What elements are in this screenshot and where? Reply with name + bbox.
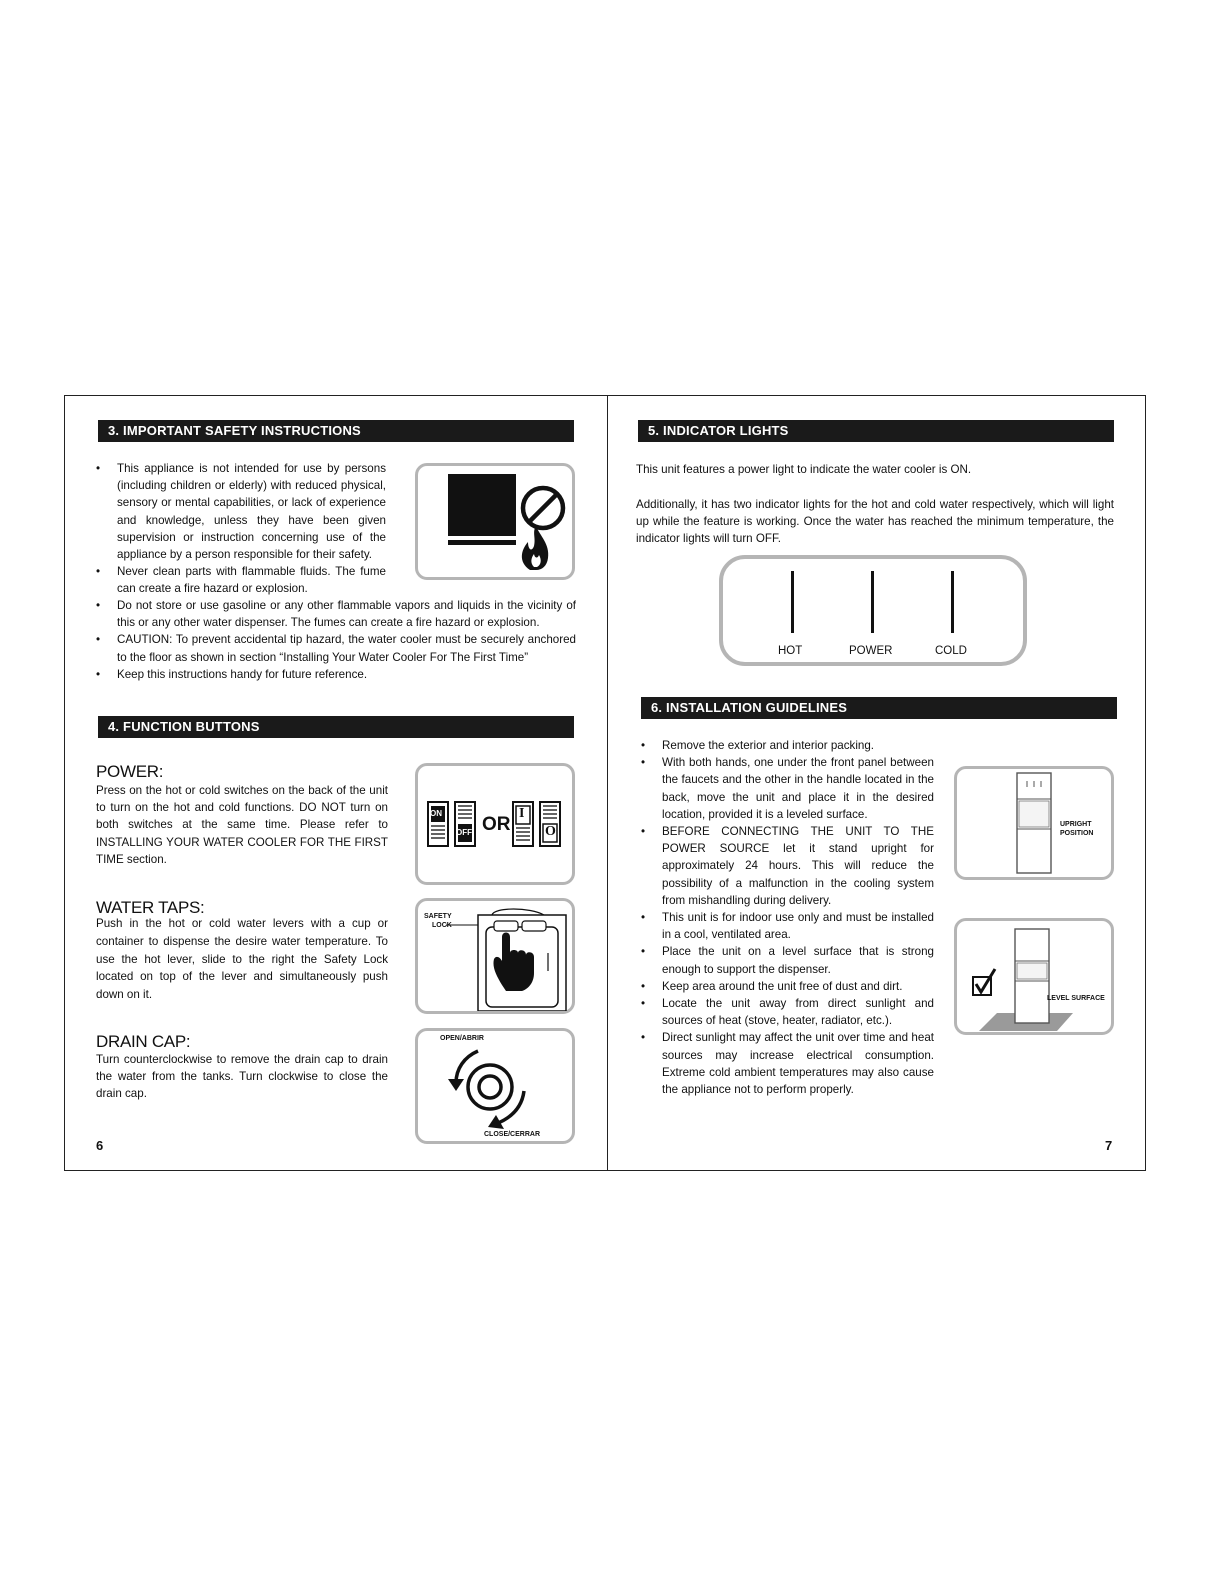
safety-bullet-4: • CAUTION: To prevent accidental tip hazard, the water cooler must be securely anchored to the floor as shown in section “Installing Your Water Cooler For The First Time” — [96, 631, 576, 665]
safety-bullet-2: • Never clean parts with flammable fluids. The fume can create a fire hazard or explosion. — [96, 563, 386, 597]
drain-cap-heading: DRAIN CAP: — [96, 1032, 191, 1051]
safety-bullet-1: • This appliance is not intended for use by persons (including children or elderly) with reduced physical, sensory or mental capabilities, or lack of experience and knowledge, unless they have been given supervision or instruction concerning use of the appliance by a person responsible for their safety. — [96, 460, 386, 563]
level-surface-label: LEVEL SURFACE — [1047, 995, 1105, 1002]
switch-on-label: ON — [430, 809, 442, 818]
switch-off-label: OFF — [456, 828, 472, 837]
close-label: CLOSE/CERRAR — [484, 1131, 541, 1138]
safety-lock-label-2: LOCK — [432, 922, 452, 929]
section-5-header: 5. INDICATOR LIGHTS — [638, 420, 1114, 442]
install-bullet-3: • BEFORE CONNECTING THE UNIT TO THE POWER SOURCE let it stand upright for approximately 24 hours. This will reduce the possibility of a malfunction in the cooling system from mishandling during delivery. — [641, 823, 934, 909]
indicator-lights-panel — [719, 555, 1027, 666]
drain-cap-icon — [418, 1031, 572, 1141]
safety-warning-image — [415, 463, 575, 580]
manual-spread — [64, 395, 1146, 1171]
level-surface-image — [954, 918, 1114, 1035]
upright-label-2: POSITION — [1060, 830, 1094, 837]
safety-lock-label-1: SAFETY — [424, 913, 452, 920]
safety-list-bottom — [96, 597, 576, 683]
water-cooler-level-icon — [957, 921, 1111, 1032]
drain-cap-text: Turn counterclockwise to remove the drain cap to drain the water from the tanks. Turn clockwise to close the drain cap. — [96, 1053, 388, 1101]
or-label: OR — [482, 814, 511, 835]
install-bullet-6: • Keep area around the unit free of dust and dirt. — [641, 978, 934, 995]
cold-light — [951, 571, 954, 633]
safety-bullet-5: • Keep this instructions handy for future reference. — [96, 666, 576, 683]
no-flammable-icon — [418, 466, 572, 577]
page-number-left: 6 — [96, 1138, 104, 1153]
power-text: Press on the hot or cold switches on the back of the unit to turn on the hot and cold functions. DO NOT turn on both switches at the same time. Please refer to INSTALLING YOUR WATER COOLER FOR THE FIRST TIME section. — [96, 784, 388, 866]
power-light — [871, 571, 874, 633]
power-switch-image — [415, 763, 575, 885]
water-taps-text: Push in the hot or cold water levers with a cup or container to dispense the desire water temperature. To use the hot lever, slide to the right the Safety Lock located on top of the lever and simultaneously push down on it. — [96, 917, 388, 1002]
install-bullet-1: • Remove the exterior and interior packing. — [641, 737, 934, 754]
hot-light — [791, 571, 794, 633]
safety-list-top — [96, 460, 386, 598]
installation-list — [641, 737, 934, 1098]
install-bullet-5: • Place the unit on a level surface that is strong enough to support the dispenser. — [641, 943, 934, 977]
water-taps-heading: WATER TAPS: — [96, 898, 205, 917]
upright-position-image — [954, 766, 1114, 880]
page-number-right: 7 — [1105, 1138, 1113, 1153]
hot-light-label: HOT — [778, 645, 803, 657]
section-4-header: 4. FUNCTION BUTTONS — [98, 716, 574, 738]
indicator-para-2: Additionally, it has two indicator lights for the hot and cold water respectively, which will light up while the feature is working. Once the water has reached the minimum temperature, the indicator lights will turn OFF. — [636, 498, 1114, 546]
install-bullet-2: • With both hands, one under the front panel between the faucets and the other in the handle located in the back, move the unit and place it in the desired location, provided it is a leveled surface. — [641, 754, 934, 823]
section-6-header: 6. INSTALLATION GUIDELINES — [641, 697, 1117, 719]
drain-cap-image — [415, 1028, 575, 1144]
power-light-label: POWER — [849, 645, 893, 657]
install-bullet-7: • Locate the unit away from direct sunlight and sources of heat (stove, heater, radiator, etc.). — [641, 995, 934, 1029]
install-bullet-4: • This unit is for indoor use only and must be installed in a cool, ventilated area. — [641, 909, 934, 943]
power-heading: POWER: — [96, 762, 164, 781]
switch-o-label: O — [545, 824, 556, 839]
safety-bullet-3: • Do not store or use gasoline or any other flammable vapors and liquids in the vicinity of this or any other water dispenser. The fumes can create a fire hazard or explosion. — [96, 597, 576, 631]
open-label: OPEN/ABRIR — [440, 1035, 484, 1042]
section-3-header: 3. IMPORTANT SAFETY INSTRUCTIONS — [98, 420, 574, 442]
indicator-para-1: This unit features a power light to indicate the water cooler is ON. — [636, 463, 972, 476]
install-bullet-8: • Direct sunlight may affect the unit over time and heat sources may increase electrical consumption. Extreme cold ambient temperatures may also cause the appliance not to perform properly. — [641, 1029, 934, 1098]
upright-label-1: UPRIGHT — [1060, 821, 1092, 828]
switch-i-label: I — [519, 806, 525, 821]
water-tap-image — [415, 898, 575, 1014]
cold-light-label: COLD — [935, 645, 967, 657]
page-divider — [607, 396, 608, 1170]
